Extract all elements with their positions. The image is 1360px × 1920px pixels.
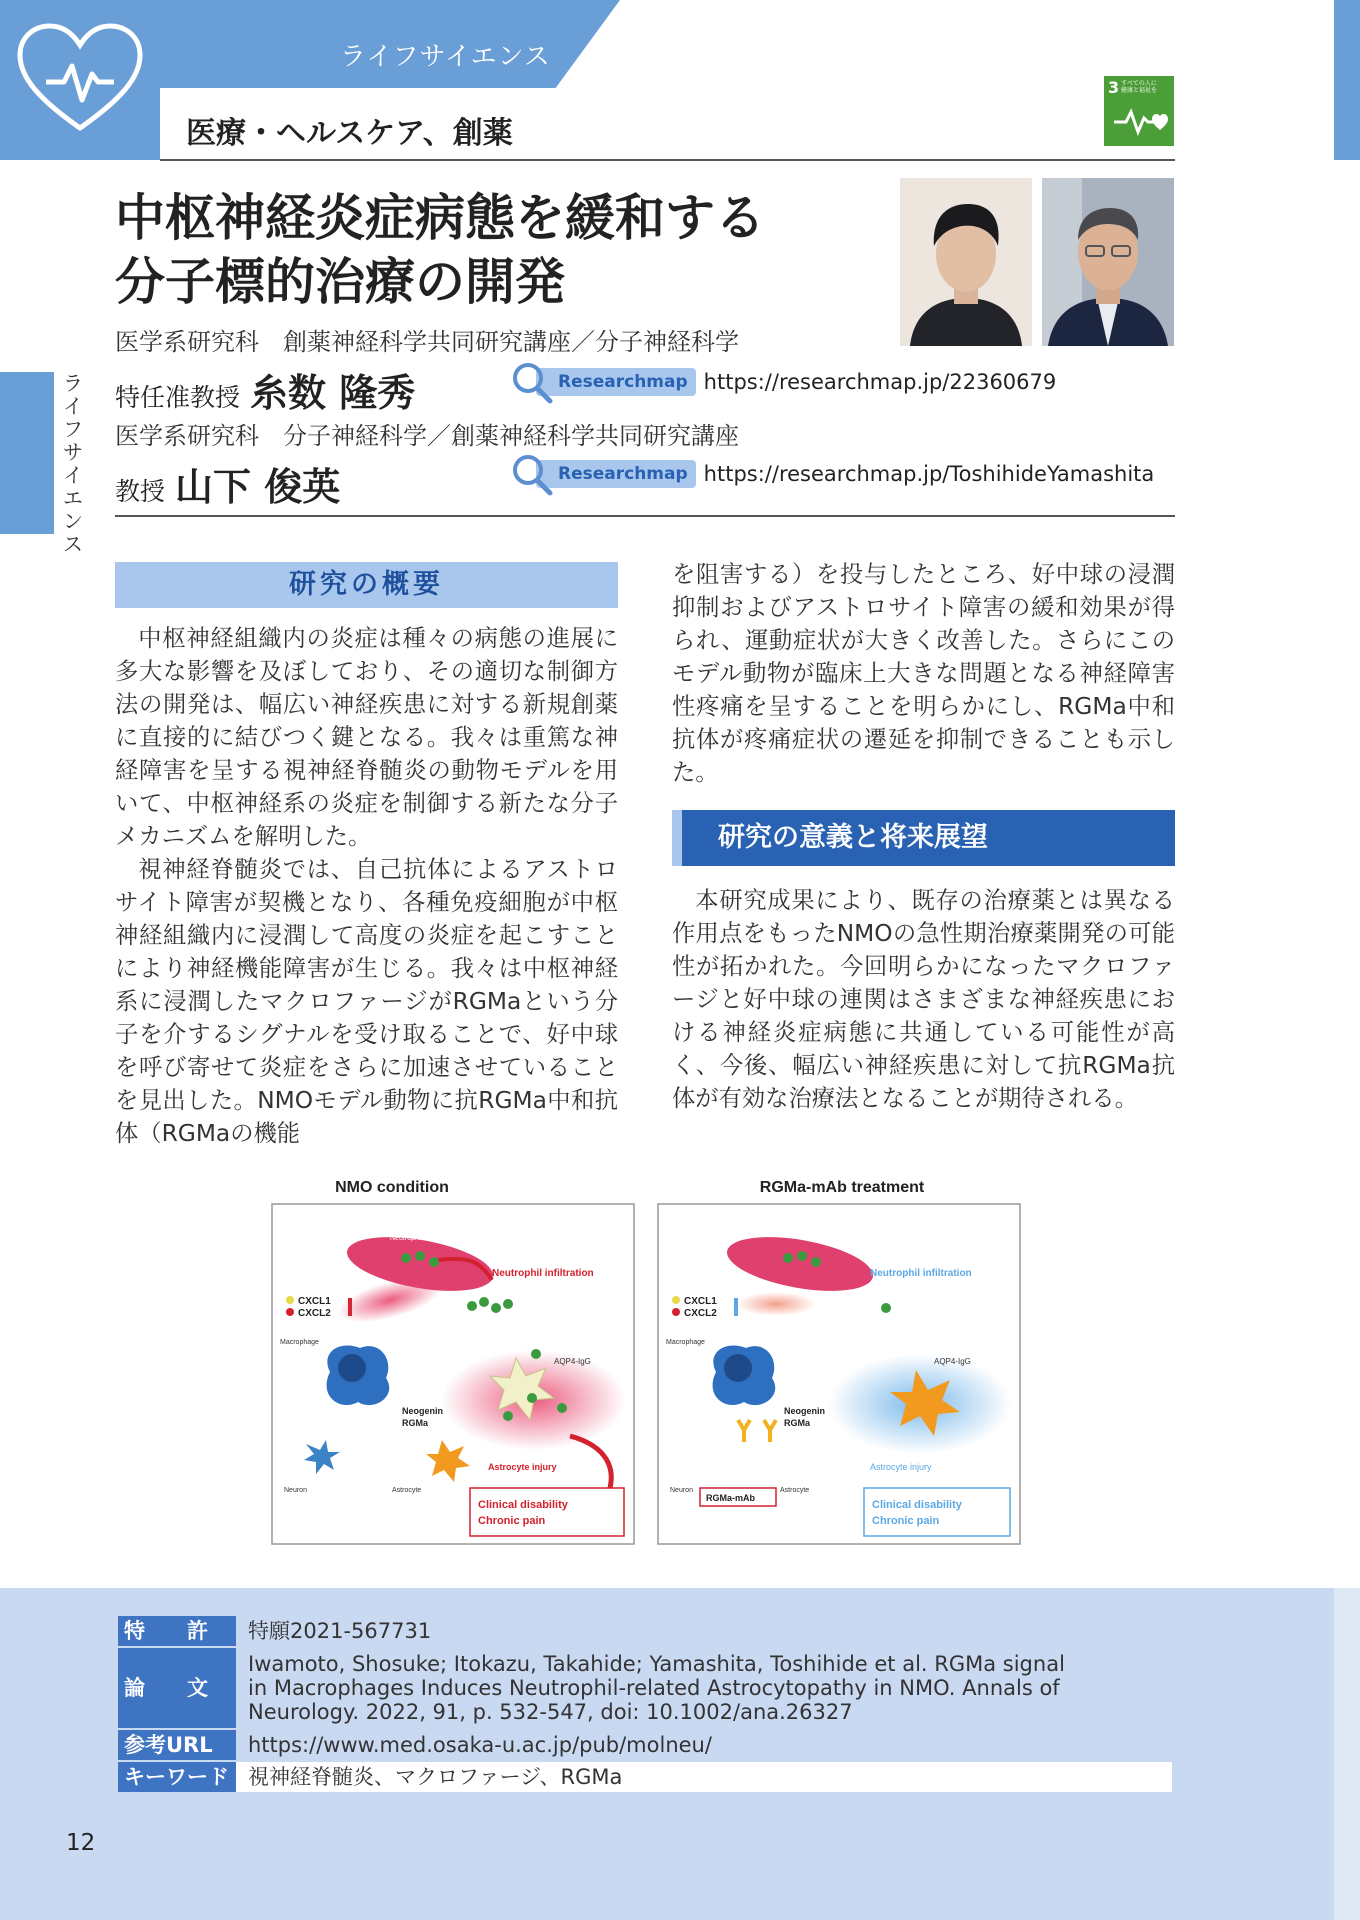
researchmap-badge-1: Researchmap (536, 368, 696, 396)
cxcl1-label-treated: CXCL1 (684, 1296, 717, 1307)
heart-pulse-icon (0, 0, 160, 160)
paper-label: 論 文 (118, 1648, 236, 1728)
keywords-label: キーワード (118, 1762, 236, 1792)
neuron-label: Neuron (284, 1487, 307, 1494)
title-line-1: 中枢神経炎症病態を緩和する (115, 189, 765, 247)
future-text (672, 884, 1175, 1115)
rgma-label-treated: RGMa (784, 1418, 811, 1428)
clinical-disability-label: Clinical disability (478, 1499, 568, 1511)
sdg-health-icon (1112, 104, 1168, 138)
info-row-keywords (118, 1762, 1172, 1792)
patent-value: 特願2021-567731 (248, 1619, 432, 1643)
sdg-number: 3 (1108, 78, 1120, 97)
neogenin-label-treated: Neogenin (784, 1406, 826, 1416)
researcher-name-1: 糸数 隆秀 (250, 371, 416, 415)
right-edge-tab-bottom (1334, 1588, 1360, 1920)
researcher-name-2: 山下 俊英 (175, 465, 341, 509)
title-line-2: 分子標的治療の開発 (115, 253, 565, 311)
researcher-photo-2 (1042, 178, 1174, 346)
info-row-paper (118, 1648, 1172, 1728)
aqp4-label-treated: AQP4-IgG (934, 1357, 971, 1366)
chronic-pain-label-treated: Chronic pain (872, 1515, 940, 1527)
clinical-disability-label-treated: Clinical disability (872, 1499, 962, 1511)
rgma-label: RGMa (402, 1418, 429, 1428)
affiliation-2: 医学系研究科 分子神経科学／創薬神経科学共同研究講座 (115, 422, 739, 450)
neuron-label-treated: Neuron (670, 1487, 693, 1494)
future-heading-accent (672, 810, 682, 866)
researchmap-link-1[interactable] (510, 360, 1056, 404)
overview-paragraph-1: 中枢神経組織内の炎症は種々の病態の進展に多大な影響を及ぼしており、その適切な制御方法の開発は、幅広い神経疾患に対する新規創薬に直接的に結びつく鍵となる。我々は重篤な神経障害を呈する視神経脊髄炎の動物モデルを用いて、中枢神経系の炎症を制御する新たな分子メカニズムを解明した。 (115, 625, 618, 850)
researchmap-link-2[interactable] (510, 452, 1154, 496)
category-label: ライフサイエンス (340, 42, 551, 72)
clinical-outcome-box (470, 1488, 624, 1536)
affiliation-1: 医学系研究科 創薬神経科学共同研究講座／分子神経科学 (115, 328, 739, 356)
paper-value (248, 1648, 1065, 1728)
sdg-badge (1104, 76, 1174, 146)
magnifier-icon (510, 360, 554, 404)
overview-paragraph-2: 視神経脊髄炎では、自己抗体によるアストロサイト障害が契機となり、各種免疫細胞が中枢神経組織内に浸潤して高度の炎症を起こすことにより神経機能障害が生じる。我々は中枢神経系に浸潤したマクロファージがRGMaという分子を介するシグナルを受け取ることで、好中球を呼び寄せて炎症をさらに加速させていることを見出した。NMOモデル動物に抗RGMa中和抗体（RGMaの機能 (115, 856, 618, 1147)
people-divider (115, 515, 1175, 517)
macrophage-label: Macrophage (280, 1339, 319, 1346)
future-heading: 研究の意義と将来展望 (718, 822, 988, 853)
neutrophil-infiltration-label: Neutrophil infiltration (492, 1268, 594, 1279)
info-row-url (118, 1730, 1172, 1760)
rgma-mab-label: RGMa-mAb (706, 1493, 755, 1503)
url-label: 参考URL (118, 1730, 236, 1760)
category-icon-box (0, 0, 160, 160)
header-divider (160, 159, 1175, 161)
role-1: 特任准教授 (115, 383, 241, 412)
info-table (118, 1616, 1172, 1792)
chronic-pain-label: Chronic pain (478, 1515, 546, 1527)
side-category-tab (0, 372, 54, 534)
subcategory-label: 医療・ヘルスケア、創薬 (186, 116, 513, 151)
figure-left-title: NMO condition (335, 1179, 449, 1196)
macrophage-label-treated: Macrophage (666, 1339, 705, 1346)
figure-right-title: RGMa-mAb treatment (759, 1179, 925, 1196)
page-number: 12 (66, 1830, 96, 1856)
researchmap-badge-2: Researchmap (536, 460, 696, 488)
sdg-text: すべての人に 健康と福祉を (1121, 80, 1158, 94)
aqp4-label: AQP4-IgG (554, 1357, 591, 1366)
cxcl1-label: CXCL1 (298, 1296, 331, 1307)
article-title (115, 186, 775, 314)
cxcl2-label-treated: CXCL2 (684, 1308, 717, 1319)
info-row-patent (118, 1616, 1172, 1646)
side-category-label: ライフサイエンス (60, 372, 84, 556)
future-paragraph-1: 本研究成果により、既存の治療薬とは異なる作用点をもったNMOの急性期治療薬開発の可能性が拓かれた。今回明らかになったマクロファージと好中球の連関はさまざまな神経疾患における神経炎症病態に共通している可能性が高く、今後、幅広い神経疾患に対して抗RGMa抗体が有効な治療法となることが期待される。 (672, 887, 1175, 1112)
mechanism-figure (270, 1172, 1022, 1550)
overview-text (115, 622, 618, 1150)
keywords-value: 視神経脊髄炎、マクロファージ、RGMa (236, 1762, 1172, 1792)
paper-line-3: Neurology. 2022, 91, p. 532-547, doi: 10.1002/ana.26327 (248, 1700, 853, 1724)
astrocyte-injury-label-treated: Astrocyte injury (870, 1462, 932, 1472)
cxcl2-label: CXCL2 (298, 1308, 331, 1319)
overview-paragraph-2-continued: を阻害する）を投与したところ、好中球の浸潤抑制およびアストロサイト障害の緩和効果が得られ、運動症状が大きく改善した。さらにこのモデル動物が臨床上大きな問題となる神経障害性疼痛を呈することを明らかにし、RGMa中和抗体が疼痛症状の遷延を抑制できることも示した。 (672, 561, 1175, 786)
paper-line-2: in Macrophages Induces Neutrophil-related Astrocytopathy in NMO. Annals of (248, 1676, 1060, 1700)
researchmap-url-1[interactable]: https://researchmap.jp/22360679 (703, 370, 1057, 394)
astrocyte-injury-label: Astrocyte injury (488, 1462, 557, 1472)
neutrophil-label: Neutrophil (390, 1235, 422, 1242)
overview-text-continued (672, 558, 1175, 789)
neutrophil-infiltration-reduced-label: Neutrophil infiltration (870, 1268, 972, 1279)
clinical-outcome-box-treated (864, 1488, 1010, 1536)
right-edge-tab (1334, 0, 1360, 160)
researcher-photo-1 (900, 178, 1032, 346)
astrocyte-label: Astrocyte (392, 1487, 422, 1494)
role-2: 教授 (115, 477, 166, 506)
overview-heading: 研究の概要 (115, 562, 618, 608)
researchmap-url-2[interactable]: https://researchmap.jp/ToshihideYamashita (703, 462, 1155, 486)
neogenin-label: Neogenin (402, 1406, 444, 1416)
magnifier-icon (510, 452, 554, 496)
astrocyte-label-treated: Astrocyte (780, 1487, 810, 1494)
patent-label: 特 許 (118, 1616, 236, 1646)
reference-url[interactable]: https://www.med.osaka-u.ac.jp/pub/molneu/ (248, 1733, 712, 1757)
paper-line-1: Iwamoto, Shosuke; Itokazu, Takahide; Yamashita, Toshihide et al. RGMa signal (248, 1652, 1065, 1676)
